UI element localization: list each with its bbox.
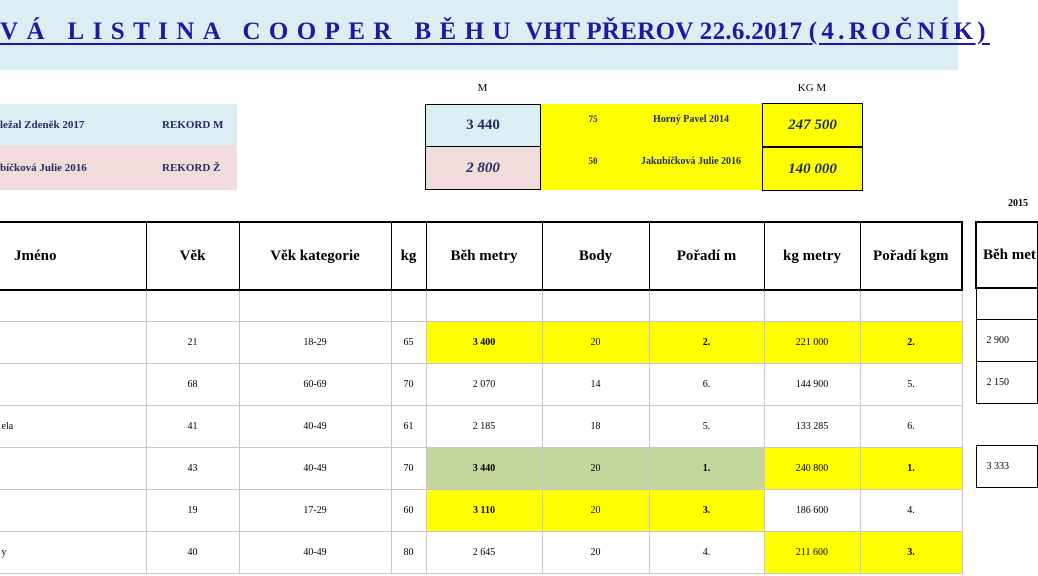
- cell-age-category: 40-49: [239, 405, 391, 447]
- cell-rank-m: 6.: [649, 363, 764, 405]
- records-col-m-label: M: [477, 82, 488, 94]
- cell-rank-kgm: 6.: [860, 405, 962, 447]
- col-header-points: Body: [542, 222, 649, 290]
- cell-rank-kgm: 2.: [860, 321, 962, 363]
- side-cell: [976, 288, 1038, 319]
- cell-age-category: 18-29: [239, 321, 391, 363]
- table-row: [0, 405, 962, 447]
- women-record-holder: bíčková Julie 2016: [0, 161, 87, 174]
- cell-rank-m: 4.: [649, 531, 764, 573]
- page-title: [0, 18, 990, 46]
- cell-rank-kgm: 5.: [860, 363, 962, 405]
- cell-rank-kgm: 4.: [860, 489, 962, 531]
- cell-kg: 70: [391, 363, 426, 405]
- records-col-kgm-label: KG M: [797, 82, 827, 94]
- women-record-kgm: 140 000: [762, 147, 863, 191]
- men-record-label: REKORD M: [162, 118, 224, 131]
- cell-age: 41: [146, 405, 239, 447]
- side-year-label: 2015: [1008, 198, 1028, 209]
- title-part-2: VHT PŘEROV 22.6.2017: [525, 18, 803, 45]
- cell-kg: 70: [391, 447, 426, 489]
- table-row: [0, 321, 962, 363]
- cell-age: [146, 290, 239, 321]
- table-row: [0, 531, 962, 573]
- cell-kg-meters: 133 285: [764, 405, 860, 447]
- side-2015-table: [975, 221, 1038, 488]
- cell-kg-meters: 221 000: [764, 321, 860, 363]
- side-cell: [976, 403, 1038, 445]
- cell-age-category: 40-49: [239, 447, 391, 489]
- cell-rank-kgm: [860, 290, 962, 321]
- cell-kg: 65: [391, 321, 426, 363]
- side-cell: 2 150: [976, 361, 1038, 403]
- cell-age-category: 40-49: [239, 531, 391, 573]
- title-part-3: (4.ROČNÍK): [808, 18, 990, 45]
- cell-run-meters: 2 070: [426, 363, 542, 405]
- cell-run-meters: [426, 290, 542, 321]
- side-cell: 3 333: [976, 445, 1038, 487]
- women-kgm-holder: Jakubíčková Julie 2016: [640, 155, 742, 167]
- cell-rank-m: 5.: [649, 405, 764, 447]
- cell-points: 20: [542, 489, 649, 531]
- cell-rank-kgm: 3.: [860, 531, 962, 573]
- cell-kg: [391, 290, 426, 321]
- col-header-kg-meters: kg metry: [764, 222, 860, 290]
- col-header-age: Věk: [146, 222, 239, 290]
- side-header-run-meters: Běh met: [976, 222, 1038, 288]
- cell-age: 40: [146, 531, 239, 573]
- cell-kg-meters: 211 600: [764, 531, 860, 573]
- women-record-meters: 2 800: [425, 146, 541, 190]
- cell-rank-m: 2.: [649, 321, 764, 363]
- cell-name: [0, 447, 146, 489]
- results-table: [0, 221, 963, 574]
- men-record-box: [0, 104, 237, 145]
- table-row: [0, 447, 962, 489]
- table-header-row: [0, 222, 962, 290]
- cell-rank-m: 1.: [649, 447, 764, 489]
- col-header-age-category: Věk kategorie: [239, 222, 391, 290]
- cell-run-meters: 3 440: [426, 447, 542, 489]
- cell-run-meters: 3 400: [426, 321, 542, 363]
- col-header-rank-m: Pořadí m: [649, 222, 764, 290]
- col-header-run-meters: Běh metry: [426, 222, 542, 290]
- women-record-label: REKORD Ž: [162, 161, 221, 174]
- cell-points: 20: [542, 321, 649, 363]
- men-record-kgm: 247 500: [762, 103, 863, 147]
- men-record-holder: ležal Zdeněk 2017: [0, 118, 85, 131]
- cell-rank-kgm: 1.: [860, 447, 962, 489]
- cell-age: 21: [146, 321, 239, 363]
- table-row: [0, 363, 962, 405]
- cell-age: 68: [146, 363, 239, 405]
- col-header-name: Jméno: [0, 222, 146, 290]
- cell-kg-meters: 240 800: [764, 447, 860, 489]
- cell-age: 19: [146, 489, 239, 531]
- cell-points: [542, 290, 649, 321]
- cell-kg: 61: [391, 405, 426, 447]
- cell-points: 20: [542, 531, 649, 573]
- table-row: [0, 489, 962, 531]
- cell-kg-meters: 186 600: [764, 489, 860, 531]
- men-kgm-holder: Horný Pavel 2014: [652, 113, 730, 125]
- cell-name: [0, 321, 146, 363]
- men-record-meters: 3 440: [425, 104, 541, 147]
- cell-kg-meters: 144 900: [764, 363, 860, 405]
- cell-kg-meters: [764, 290, 860, 321]
- cell-age-category: [239, 290, 391, 321]
- women-record-box: [0, 145, 237, 190]
- cell-run-meters: 2 185: [426, 405, 542, 447]
- table-row: [0, 290, 962, 321]
- cell-age-category: 60-69: [239, 363, 391, 405]
- cell-name: [0, 489, 146, 531]
- title-part-1: VÁ LISTINA COOPER BĚHU: [0, 18, 519, 45]
- cell-rank-m: 3.: [649, 489, 764, 531]
- cell-age: 43: [146, 447, 239, 489]
- side-cell: 2 900: [976, 319, 1038, 361]
- women-record-weight: 50: [588, 156, 598, 166]
- cell-points: 14: [542, 363, 649, 405]
- men-record-weight: 75: [588, 114, 598, 124]
- cell-kg: 80: [391, 531, 426, 573]
- col-header-kg: kg: [391, 222, 426, 290]
- cell-run-meters: 2 645: [426, 531, 542, 573]
- cell-rank-m: [649, 290, 764, 321]
- cell-points: 20: [542, 447, 649, 489]
- cell-name: y: [0, 531, 146, 573]
- cell-points: 18: [542, 405, 649, 447]
- cell-age-category: 17-29: [239, 489, 391, 531]
- cell-name: [0, 290, 146, 321]
- col-header-rank-kgm: Pořadí kgm: [860, 222, 962, 290]
- cell-name: [0, 363, 146, 405]
- cell-kg: 60: [391, 489, 426, 531]
- cell-name: ela: [0, 405, 146, 447]
- cell-run-meters: 3 110: [426, 489, 542, 531]
